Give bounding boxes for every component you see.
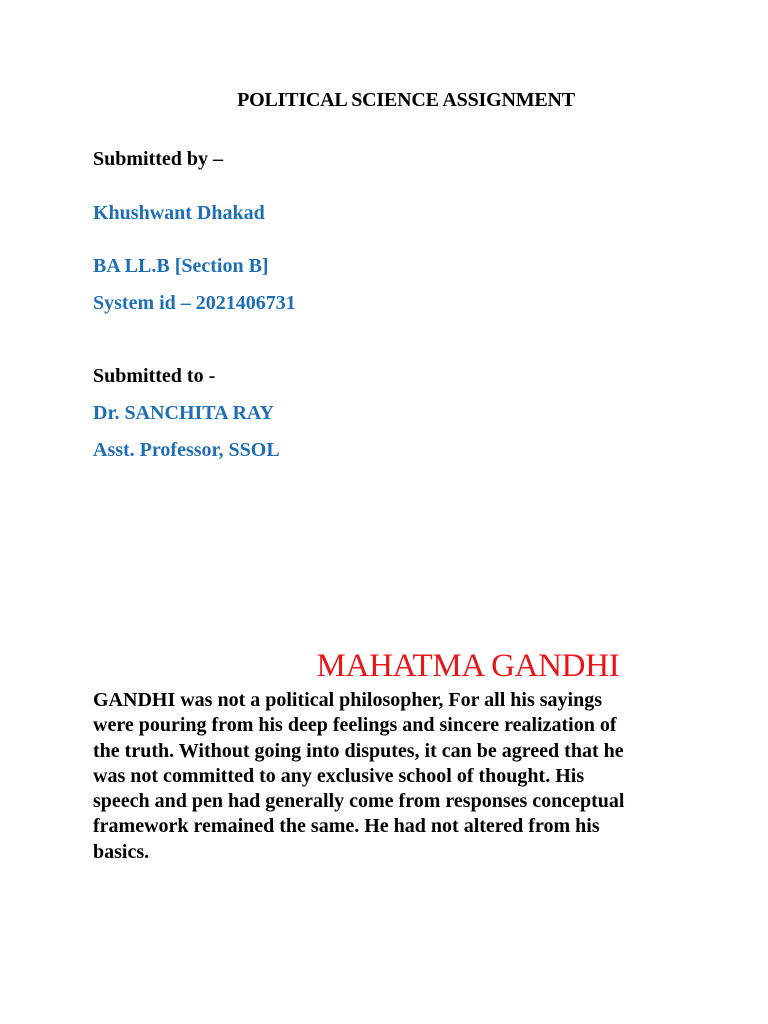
topic-paragraph [93,688,693,865]
professor-name: Dr. SANCHITA RAY [93,402,274,424]
student-name: Khushwant Dhakad [93,202,265,224]
student-system-id: System id – 2021406731 [93,292,296,314]
submitted-to-label: Submitted to - [93,365,216,387]
paragraph-line: the truth. Without going into disputes, it can be agreed that he [93,739,624,762]
paragraph-line: framework remained the same. He had not altered from his [93,815,600,838]
student-course: BA LL.B [Section B] [93,255,269,277]
paragraph-line: GANDHI was not a political philosopher, For all his sayings [93,689,602,711]
paragraph-line: were pouring from his deep feelings and sincere realization of [93,714,617,737]
submitted-by-label: Submitted by – [93,148,224,170]
paragraph-line: speech and pen had generally come from responses conceptual [93,790,625,813]
topic-heading: MAHATMA GANDHI [316,648,620,684]
paragraph-line: basics. [93,840,150,863]
paragraph-line: was not committed to any exclusive school of thought. His [93,764,585,787]
professor-designation: Asst. Professor, SSOL [93,439,280,461]
assignment-title: POLITICAL SCIENCE ASSIGNMENT [237,89,575,111]
